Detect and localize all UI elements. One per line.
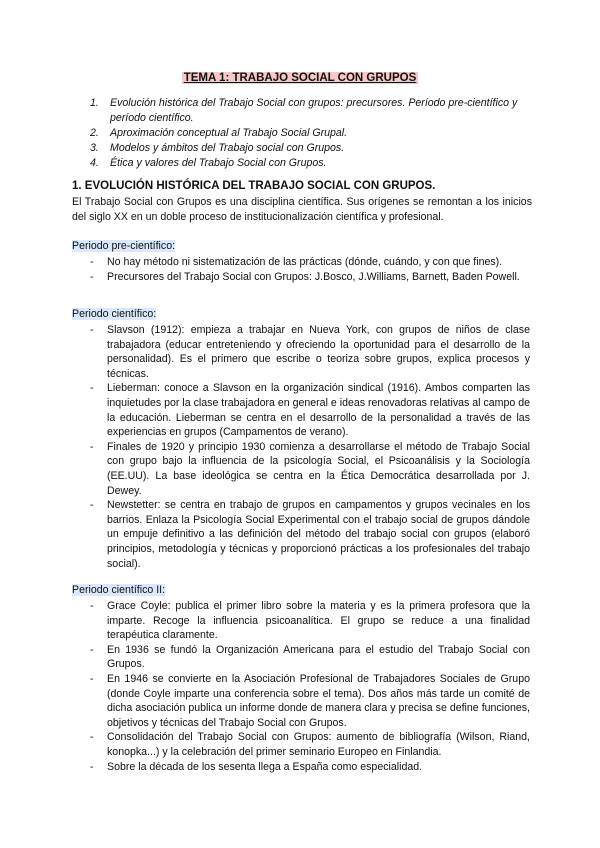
list-item: - Slavson (1912): empieza a trabajar en Nueva York, con grupos de niños de clase trabajadora (educar entreteniendo y ofreciendo la oportunidad para el desarrollo de la personalidad). Es el primero que escribe o teoriza sobre grupos, explica procesos y técnicas.	[90, 324, 530, 380]
section-heading: 1. EVOLUCIÓN HISTÓRICA DEL TRABAJO SOCIAL CON GRUPOS.	[72, 180, 436, 192]
section-intro: El Trabajo Social con Grupos es una disciplina científica. Sus orígenes se remontan a los inicios del siglo XX en un doble proceso de institucionalización científica y profesional.	[72, 196, 532, 223]
cientifico2-list	[90, 599, 530, 774]
precientifico-list	[90, 255, 530, 284]
list-item: - Lieberman: conoce a Slavson en la organización sindical (1916). Ambos comparten las inquietudes por la clase trabajadora en general e ideas renovadoras relativas al campo de la educación. Lieberman se centra en el desarrollo de la personalidad a través de las experiencias en grupos (Campamentos de verano).	[90, 382, 530, 439]
toc-item: 4. Ética y valores del Trabajo Social con Grupos.	[90, 157, 327, 169]
list-item: - Consolidación del Trabajo Social con Grupos: aumento de bibliografía (Wilson, Riand, konopka...) y la celebración del primer seminario Europeo en Finlandia.	[90, 731, 530, 758]
list-item: - Newstetter: se centra en trabajo de grupos en campamentos y grupos vecinales en los barrios. Enlaza la Psicología Social Experimental con el trabajo social de grupos dándole un empuje definitivo a las definición del método del trabajo social con grupos (elaboró principios, metodología y técnicas y proporcionó prácticas a los profesionales del trabajo social).	[90, 499, 530, 570]
toc-item: 1. Evolución histórica del Trabajo Social con grupos: precursores. Período pre-científico y período científico.	[90, 97, 518, 124]
cientifico-heading: Periodo científico:	[72, 308, 157, 320]
list-item: - Finales de 1920 y principio 1930 comienza a desarrollarse el método de Trabajo Social con grupo bajo la influencia de la psicología Social, el Psicoanálisis y la Sociología (EE.UU). La base ideológica se centra en la Ética Democrática desarrollada por J. Dewey.	[90, 440, 530, 497]
table-of-contents	[90, 96, 530, 171]
toc-item: 2. Aproximación conceptual al Trabajo Social Grupal.	[90, 127, 348, 139]
document-title: TEMA 1: TRABAJO SOCIAL CON GRUPOS	[183, 72, 417, 84]
cientifico2-heading: Periodo científico II:	[72, 584, 166, 596]
list-item: - Grace Coyle: publica el primer libro sobre la materia y es la primera profesora que la imparte. Recoge la influencia psicoanalítica. El grupo se reduce a una finalidad terapéutica claramente.	[90, 600, 530, 642]
cientifico-list	[90, 323, 530, 571]
list-item: - Sobre la década de los sesenta llega a España como especialidad.	[90, 760, 423, 773]
list-item: - En 1946 se convierte en la Asociación Profesional de Trabajadores Sociales de Grupo (donde Coyle imparte una conferencia sobre el tema). Dos años más tarde un comité de dicha asociación publica un informe donde de manera clara y precisa se define funciones, objetivos y técnicas del Trabajo Social con Grupos.	[90, 672, 530, 729]
list-item: - Precursores del Trabajo Social con Grupos: J.Bosco, J.Williams, Barnett, Baden Powell.	[90, 270, 520, 283]
list-item: - No hay método ni sistematización de las prácticas (dónde, cuándo, y con que fines).	[90, 256, 503, 268]
toc-item: 3. Modelos y ámbitos del Trabajo social con Grupos.	[90, 142, 345, 154]
list-item: - En 1936 se fundó la Organización Americana para el estudio del Trabajo Social con Grupos.	[90, 643, 530, 671]
precientifico-heading: Periodo pre-científico:	[72, 240, 176, 252]
